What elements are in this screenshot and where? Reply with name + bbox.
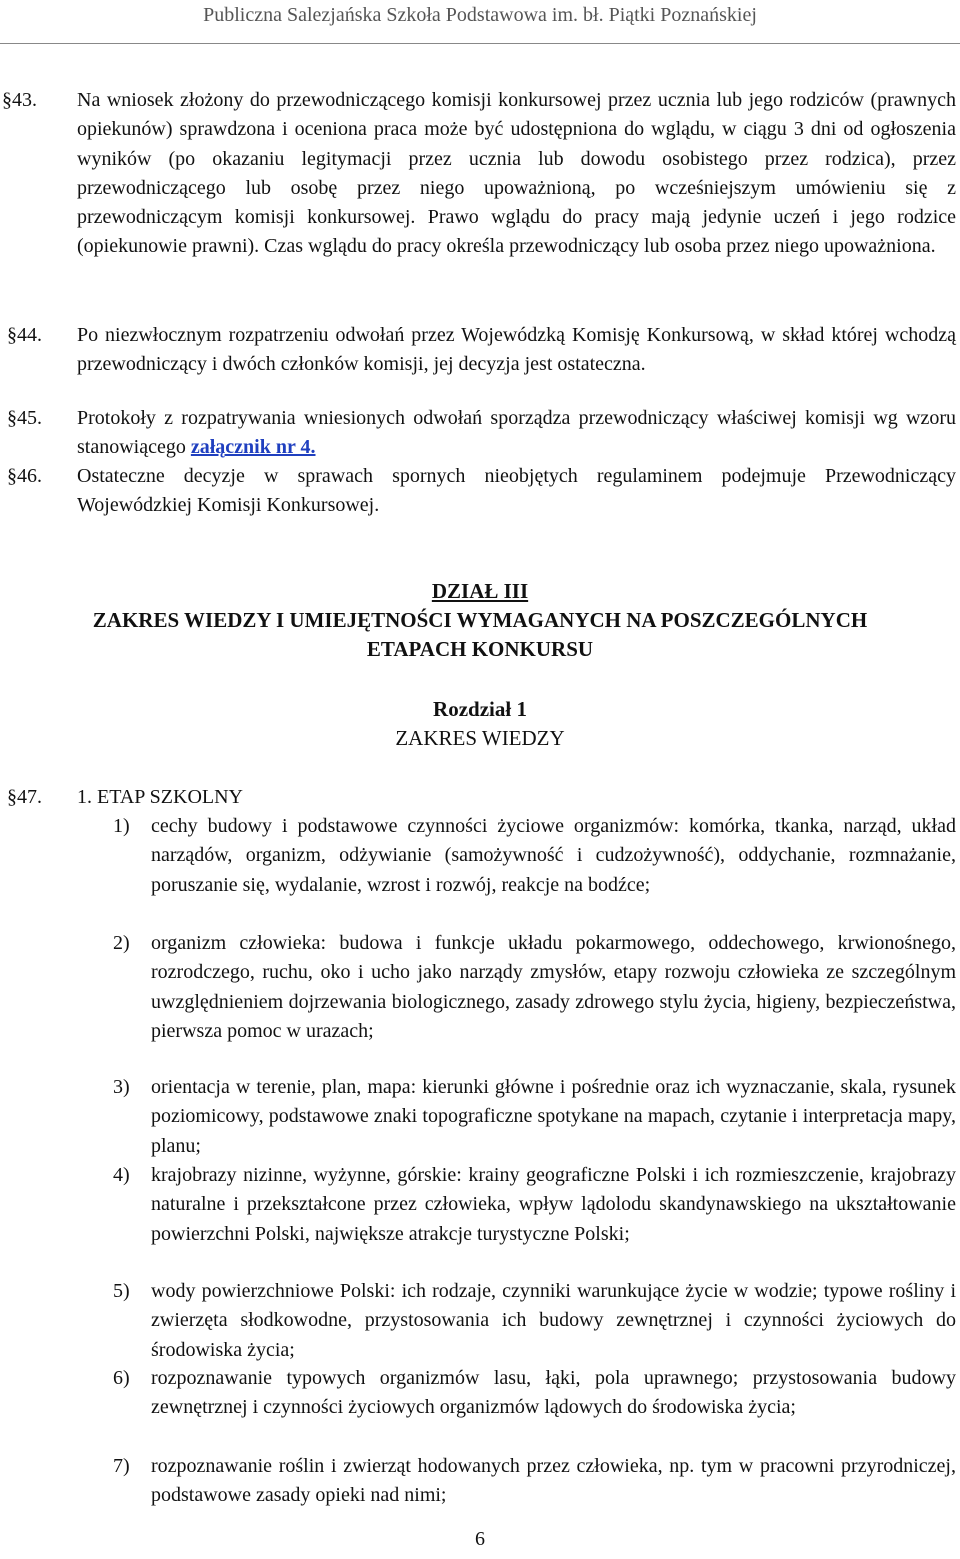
paragraph-number: §44. — [7, 324, 42, 346]
list-item — [0, 1277, 956, 1365]
paragraph-46 — [0, 462, 956, 521]
etap-heading: 1. ETAP SZKOLNY — [77, 786, 243, 808]
list-item — [0, 1364, 956, 1423]
chapter-heading: Rozdział 1 — [433, 697, 527, 721]
section-dzial: DZIAŁ III — [431, 579, 529, 603]
list-item-number: 1) — [113, 815, 130, 837]
paragraph-number: §45. — [7, 407, 42, 429]
paragraph-47-number: §47. — [7, 786, 42, 808]
list-item — [0, 812, 956, 900]
list-item-number: 2) — [113, 932, 130, 954]
paragraph-text — [77, 404, 956, 463]
paragraph-text: Na wniosek złożony do przewodniczącego komisji konkursowej przez ucznia lub jego rodziców (prawnych opiekunów) sprawdzona i oceniona praca może być udostępniona do wglądu, w ciągu 3 dni od ogłoszenia wyników (po okazaniu legitymacji przez ucznia lub dowodu osobistego przez rodzica), przez przewodniczącego lub osobę przez niego upoważnioną, po wcześniejszym umówieniu się z przewodniczącym komisji konkursowej. Prawo wglądu do pracy mają jedynie uczeń i jego rodzice (opiekunowie prawni). Czas wglądu do pracy określa przewodniczący lub osoba przez niego upoważniona. — [77, 89, 956, 258]
header-divider — [0, 43, 960, 44]
list-item-text: rozpoznawanie typowych organizmów lasu, łąki, pola uprawnego; przystosowania budowy zewnętrznej i czynności życiowych organizmów lądowych do środowiska życia; — [151, 1367, 956, 1419]
paragraph-number: §43. — [2, 89, 37, 111]
section-title-line2: ETAPACH KONKURSU — [366, 637, 594, 661]
paragraph-43 — [0, 86, 956, 262]
paragraph-45 — [0, 404, 956, 463]
list-item — [0, 1452, 956, 1511]
list-item-number: 3) — [113, 1076, 130, 1098]
paragraph-text-before: Protokoły z rozpatrywania wniesionych odwołań sporządza przewodniczący właściwej komisji wg wzoru stanowiącego — [77, 407, 956, 459]
paragraph-text: Po niezwłocznym rozpatrzeniu odwołań przez Wojewódzką Komisję Konkursową, w skład której wchodzą przewodniczący i dwóch członków komisji, jej decyzja jest ostateczna. — [77, 324, 956, 376]
list-item-number: 5) — [113, 1280, 130, 1302]
list-item-number: 7) — [113, 1455, 130, 1477]
page-number: 6 — [475, 1528, 485, 1550]
list-item-text: wody powierzchniowe Polski: ich rodzaje, czynniki warunkujące życie w wodzie; typowe rośliny i zwierzęta słodkowodne, przystosowania ich budowy zewnętrznej i czynności życiowych do środowiska życia; — [151, 1280, 956, 1361]
chapter-title: ZAKRES WIEDZY — [395, 726, 565, 750]
list-item-text: orientacja w terenie, plan, mapa: kierunki główne i pośrednie oraz ich wyznaczanie, skala, rysunek poziomicowy, podstawowe znaki topograficzne spotykane na mapach, czytanie i interpretacja mapy, planu; — [151, 1076, 956, 1157]
list-item-text: organizm człowieka: budowa i funkcje układu pokarmowego, oddechowego, krwionośnego, rozrodczego, ruchu, oko i ucho jako narządy zmysłów, etapy rozwoju człowieka ze szczególnym uwzględnieniem dojrzewania biologicznego, zasady zdrowego stylu życia, higieny, bezpieczeństwa, pierwsza pomoc w urazach; — [151, 932, 956, 1042]
list-item-text: rozpoznawanie roślin i zwierząt hodowanych przez człowieka, np. tym w pracowni przyrodniczej, podstawowe zasady opieki nad nimi; — [151, 1455, 956, 1507]
list-item — [0, 1161, 956, 1249]
paragraph-text: Ostateczne decyzje w sprawach spornych nieobjętych regulaminem podejmuje Przewodniczący Wojewódzkiej Komisji Konkursowej. — [77, 465, 956, 517]
section-title-line1: ZAKRES WIEDZY I UMIEJĘTNOŚCI WYMAGANYCH NA POSZCZEGÓLNYCH — [92, 608, 868, 632]
list-item-text: krajobrazy nizinne, wyżynne, górskie: krainy geograficzne Polski i ich rozmieszczenie, krajobrazy naturalne i przekształcone przez człowieka, wpływ lądolodu skandynawskiego na ukształtowanie powierzchni Polski, największe atrakcje turystyczne Polski; — [151, 1164, 956, 1245]
attachment-link[interactable]: załącznik nr 4. — [190, 436, 316, 459]
paragraph-number: §46. — [7, 465, 42, 487]
paragraph-44 — [0, 321, 956, 380]
list-item — [0, 929, 956, 1046]
list-item-text: cechy budowy i podstawowe czynności życiowe organizmów: komórka, tkanka, narząd, układ narządów, organizm, odżywianie (samożywność i cudzożywność), oddychanie, rozmnażanie, poruszanie się, wydalanie, wzrost i rozwój, reakcje na bodźce; — [151, 815, 956, 896]
page-header: Publiczna Salezjańska Szkoła Podstawowa im. bł. Piątki Poznańskiej — [203, 4, 757, 26]
list-item-number: 6) — [113, 1367, 130, 1389]
list-item-number: 4) — [113, 1164, 130, 1186]
list-item — [0, 1073, 956, 1161]
